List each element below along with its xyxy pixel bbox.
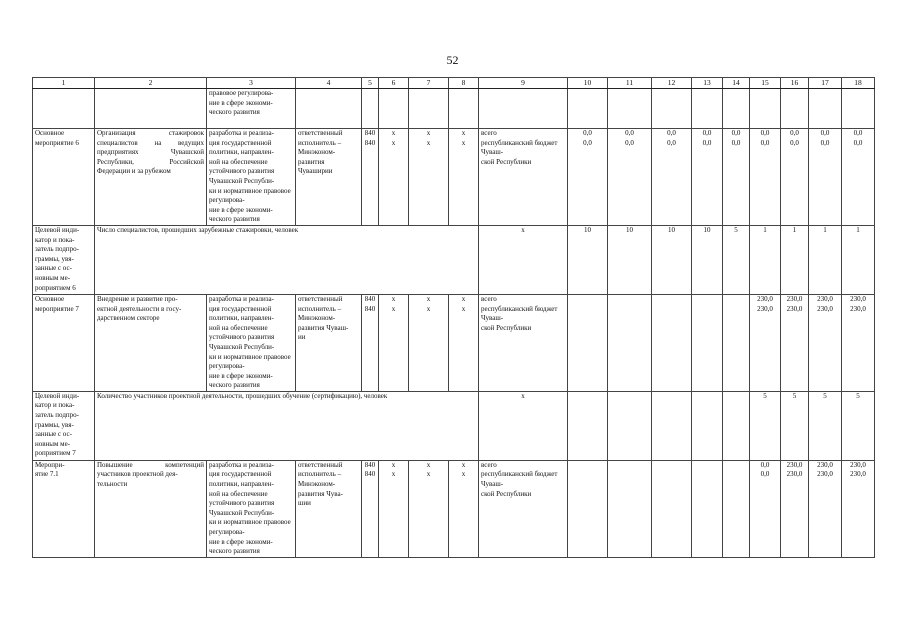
value-cell: 0,0 0,0 xyxy=(608,129,652,226)
col-header: 3 xyxy=(207,78,296,89)
col-header: 9 xyxy=(479,78,568,89)
col-header: 15 xyxy=(750,78,781,89)
value-cell: x xyxy=(479,391,568,460)
code-cell: x x xyxy=(409,129,449,226)
col-header: 1 xyxy=(33,78,95,89)
code-cell: x x xyxy=(449,460,479,557)
value-cell: 230,0 230,0 xyxy=(750,294,781,391)
indicator-label: Целевой инди- катор и пока- затель подпро- граммы, увя- занные с ос- новным ме- роприятием 7 xyxy=(33,391,95,460)
col-header: 7 xyxy=(409,78,449,89)
value-cell: 0,0 0,0 xyxy=(781,129,809,226)
indicator-description: Число специалистов, прошедших зарубежные стажировки, человек xyxy=(95,225,479,294)
col-header: 14 xyxy=(723,78,750,89)
value-cell: 5 xyxy=(809,391,842,460)
value-cell: 0,0 0,0 xyxy=(842,129,875,226)
table-row xyxy=(33,294,875,391)
value-cell: 0,0 0,0 xyxy=(692,129,723,226)
executor: ответственный исполнитель – Минэконом- развития Чува- шии xyxy=(296,460,362,557)
value-cell: 230,0 230,0 xyxy=(809,460,842,557)
value-cell: 230,0 230,0 xyxy=(809,294,842,391)
indicator-description: Количество участников проектной деятельности, прошедших обучение (сертификацию), человек xyxy=(95,391,479,460)
col-header: 8 xyxy=(449,78,479,89)
value-cell: 1 xyxy=(842,225,875,294)
value-cell: 0,0 0,0 xyxy=(723,129,750,226)
page-number: 52 xyxy=(446,53,459,67)
value-cell: 1 xyxy=(750,225,781,294)
activity-title: Организация стажировок специалистов на ведущих предприятиях Чувашской Республики, Российской Федерации и за рубежом xyxy=(95,129,207,226)
responsibility-text: правовое регулирова- ние в сфере экономи- ческого развития xyxy=(207,89,296,129)
value-cell: 10 xyxy=(608,225,652,294)
col-header: 13 xyxy=(692,78,723,89)
activity-name: Меропри- ятие 7.1 xyxy=(33,460,95,557)
value-cell: 0,0 0,0 xyxy=(809,129,842,226)
table-row xyxy=(33,129,875,226)
activity-title: Внедрение и развитие про- ектной деятельности в госу- дарственном секторе xyxy=(95,294,207,391)
program-table xyxy=(32,77,875,558)
col-header: 17 xyxy=(809,78,842,89)
code-cell: x x xyxy=(449,129,479,226)
value-cell: 10 xyxy=(692,225,723,294)
value-cell: 0,0 0,0 xyxy=(750,460,781,557)
col-header: 11 xyxy=(608,78,652,89)
value-cell: 230,0 230,0 xyxy=(781,460,809,557)
executor: ответственный исполнитель – Минэконом- развития Чуваширии xyxy=(296,129,362,226)
col-header: 12 xyxy=(652,78,692,89)
code-cell: x x xyxy=(449,294,479,391)
value-cell: 0,0 0,0 xyxy=(568,129,608,226)
funding-source: всего республиканский бюджет Чуваш- ской Республики xyxy=(479,460,568,557)
indicator-label: Целевой инди- катор и пока- затель подпро- граммы, увя- занные с ос- новным ме- роприятием 6 xyxy=(33,225,95,294)
code-cell: x x xyxy=(409,294,449,391)
responsibility-text: разработка и реализа- ция государственной политики, направлен- ной на обеспечение устойчивого развития Чувашской Республи- ки и нормативное правовое регулирова- ние в сфере экономи- ческого развития xyxy=(207,460,296,557)
table-row xyxy=(33,89,875,129)
activity-name: Основное мероприятие 7 xyxy=(33,294,95,391)
col-header: 16 xyxy=(781,78,809,89)
code-cell: 840 840 xyxy=(362,460,379,557)
responsibility-text: разработка и реализа- ция государственной политики, направлен- ной на обеспечение устойчивого развития Чувашской Республи- ки и нормативное правовое регулирова- ние в сфере экономи- ческого развития xyxy=(207,294,296,391)
column-number-row xyxy=(33,78,875,89)
responsibility-text: разработка и реализа- ция государственной политики, направлен- ной на обеспечение устойчивого развития Чувашской Республи- ки и нормативное правовое регулирова- ние в сфере экономи- ческого развития xyxy=(207,129,296,226)
activity-name: Основное мероприятие 6 xyxy=(33,129,95,226)
value-cell: 5 xyxy=(781,391,809,460)
code-cell: x x xyxy=(409,460,449,557)
code-cell: 840 840 xyxy=(362,129,379,226)
col-header: 4 xyxy=(296,78,362,89)
value-cell: 0,0 0,0 xyxy=(750,129,781,226)
value-cell: x xyxy=(479,225,568,294)
funding-source: всего республиканский бюджет Чуваш- ской Республики xyxy=(479,294,568,391)
col-header: 6 xyxy=(379,78,409,89)
activity-title: Повышение компетенций участников проектной дея- тельности xyxy=(95,460,207,557)
table-row xyxy=(33,391,875,460)
value-cell: 10 xyxy=(568,225,608,294)
value-cell: 230,0 230,0 xyxy=(842,294,875,391)
value-cell: 1 xyxy=(809,225,842,294)
value-cell: 1 xyxy=(781,225,809,294)
value-cell: 5 xyxy=(723,225,750,294)
value-cell: 5 xyxy=(842,391,875,460)
code-cell: x x xyxy=(379,460,409,557)
funding-source: всего республиканский бюджет Чуваш- ской Республики xyxy=(479,129,568,226)
code-cell: x x xyxy=(379,294,409,391)
table-row xyxy=(33,225,875,294)
value-cell: 10 xyxy=(652,225,692,294)
executor: ответственный исполнитель – Минэконом- развития Чуваш- ии xyxy=(296,294,362,391)
col-header: 2 xyxy=(95,78,207,89)
value-cell: 230,0 230,0 xyxy=(842,460,875,557)
col-header: 10 xyxy=(568,78,608,89)
code-cell: 840 840 xyxy=(362,294,379,391)
value-cell: 5 xyxy=(750,391,781,460)
col-header: 5 xyxy=(362,78,379,89)
code-cell: x x xyxy=(379,129,409,226)
value-cell: 0,0 0,0 xyxy=(652,129,692,226)
table-row xyxy=(33,460,875,557)
col-header: 18 xyxy=(842,78,875,89)
value-cell: 230,0 230,0 xyxy=(781,294,809,391)
